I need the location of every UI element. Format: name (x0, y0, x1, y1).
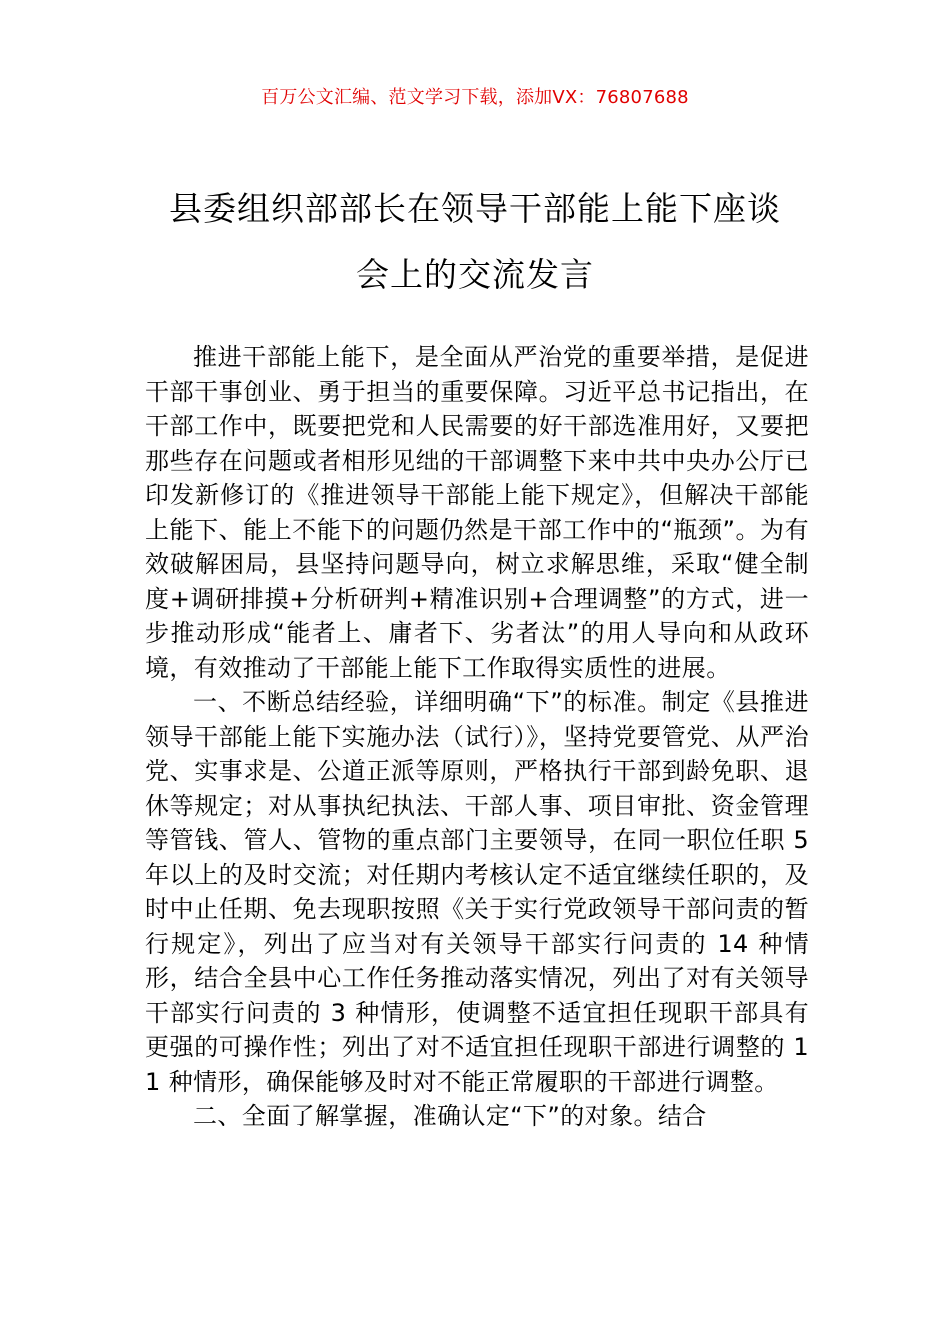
body-text (145, 340, 809, 1134)
title-line-2: 会上的交流发言 (356, 255, 594, 294)
paragraph-intro: 推进干部能上能下，是全面从严治党的重要举措，是促进干部干事创业、勇于担当的重要保障。习近平总书记指出，在干部工作中，既要把党和人民需要的好干部选准用好，又要把那些存在问题或者相形见绌的干部调整下来中共中央办公厅已印发新修订的《推进领导干部能上能下规定》，但解决干部能上能下、能上不能下的问题仍然是干部工作中的“瓶颈”。为有效破解困局，县坚持问题导向，树立求解思维，采取“健全制度+调研排摸+分析研判+精准识别+合理调整”的方式，进一步推动形成“能者上、庸者下、劣者汰”的用人导向和从政环境，有效推动了干部能上能下工作取得实质性的进展。 (145, 343, 809, 682)
paragraph-section-1: 一、不断总结经验，详细明确“下”的标准。制定《县推进领导干部能上能下实施办法（试行）》，坚持党要管党、从严治党、实事求是、公道正派等原则，严格执行干部到龄免职、退休等规定；对从事执纪执法、干部人事、项目审批、资金管理等管钱、管人、管物的重点部门主要领导，在同一职位任职 5 年以上的及时交流；对任期内考核认定不适宜继续任职的，及时中止任期、免去现职按照《关于实行党政领导干部问责的暂行规定》，列出了应当对有关领导干部实行问责的 14 种情形，结合全县中心工作任务推动落实情况，列出了对有关领导干部实行问责的 3 种情形，使调整不适宜担任现职干部具有更强的可操作性；列出了对不适宜担任现职干部进行调整的 11 种情形，确保能够及时对不能正常履职的干部进行调整。 (145, 688, 809, 1096)
page-title (145, 176, 805, 308)
paragraph-section-2: 二、全面了解掌握，准确认定“下”的对象。结合 (193, 1102, 707, 1130)
header-note: 百万公文汇编、范文学习下载，添加VX：76807688 (261, 87, 689, 108)
title-line-1: 县委组织部部长在领导干部能上能下座谈 (169, 189, 781, 228)
